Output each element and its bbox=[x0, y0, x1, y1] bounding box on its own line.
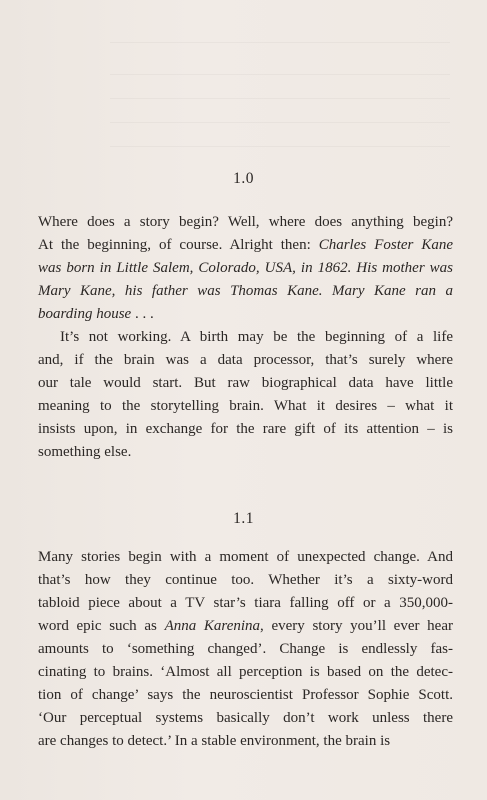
text-run: are changes to detect.’ In a stable environment, the brain is bbox=[38, 733, 391, 749]
text-line bbox=[38, 326, 453, 349]
text-line bbox=[38, 730, 453, 753]
text-run: tabloid piece about a TV star’s tiara falling off or a 350,000- bbox=[38, 595, 453, 611]
italic-text: was born in Little Salem, Colorado, USA, in 1862. His mother was bbox=[38, 260, 453, 276]
text-run: . . . bbox=[131, 306, 154, 322]
text-run: that’s how they continue too. Whether it’s a sixty-word bbox=[38, 572, 453, 588]
italic-text: Anna Karenina bbox=[164, 618, 261, 634]
text-line bbox=[38, 349, 453, 372]
show-through-line bbox=[110, 42, 450, 43]
text-line bbox=[38, 257, 453, 280]
text-run: tion of change’ says the neuroscientist Professor Sophie Scott. bbox=[38, 687, 453, 703]
text-run: At the beginning, of course. Alright then: bbox=[38, 237, 319, 253]
text-line bbox=[38, 418, 453, 441]
text-line bbox=[38, 592, 453, 615]
text-run: meaning to the storytelling brain. What it desires – what it bbox=[38, 398, 453, 414]
text-line bbox=[38, 372, 453, 395]
section-heading: 1.1 bbox=[233, 510, 254, 527]
text-run: It’s not working. A birth may be the beginning of a life bbox=[60, 329, 453, 345]
text-run: cinating to brains. ‘Almost all perception is based on the detec- bbox=[38, 664, 453, 680]
text-line bbox=[38, 684, 453, 707]
text-run: Where does a story begin? Well, where does anything begin? bbox=[38, 214, 453, 230]
text-line bbox=[38, 707, 453, 730]
paragraph bbox=[38, 546, 453, 753]
text-run: amounts to ‘something changed’. Change is endlessly fas- bbox=[38, 641, 453, 657]
text-run: our tale would start. But raw biographical data have little bbox=[38, 375, 453, 391]
show-through-line bbox=[110, 146, 450, 147]
text-run: something else. bbox=[38, 444, 132, 460]
text-line bbox=[38, 569, 453, 592]
show-through-line bbox=[110, 74, 450, 75]
text-run: ‘Our perceptual systems basically don’t work unless there bbox=[38, 710, 453, 726]
italic-text: Charles Foster Kane bbox=[318, 237, 453, 253]
paragraph bbox=[38, 211, 453, 326]
text-line bbox=[38, 638, 453, 661]
text-line bbox=[38, 395, 453, 418]
paragraph bbox=[38, 326, 453, 464]
text-run: insists upon, in exchange for the rare gift of its attention – is bbox=[38, 421, 453, 437]
text-line bbox=[38, 546, 453, 569]
show-through-line bbox=[110, 98, 450, 99]
text-line bbox=[38, 661, 453, 684]
italic-text: Mary Kane, his father was Thomas Kane. Mary Kane ran a bbox=[38, 283, 453, 299]
text-line bbox=[38, 211, 453, 234]
text-run: and, if the brain was a data processor, that’s surely where bbox=[38, 352, 453, 368]
text-line bbox=[38, 234, 453, 257]
text-run: , every story you’ll ever hear bbox=[260, 618, 453, 634]
text-run: Many stories begin with a moment of unexpected change. And bbox=[38, 549, 453, 565]
italic-text: boarding house bbox=[38, 306, 132, 322]
text-run: word epic such as bbox=[38, 618, 165, 634]
show-through-line bbox=[110, 122, 450, 123]
text-line bbox=[38, 441, 453, 464]
section-heading: 1.0 bbox=[233, 170, 254, 187]
text-line bbox=[38, 303, 453, 326]
text-line bbox=[38, 615, 453, 638]
text-line bbox=[38, 280, 453, 303]
